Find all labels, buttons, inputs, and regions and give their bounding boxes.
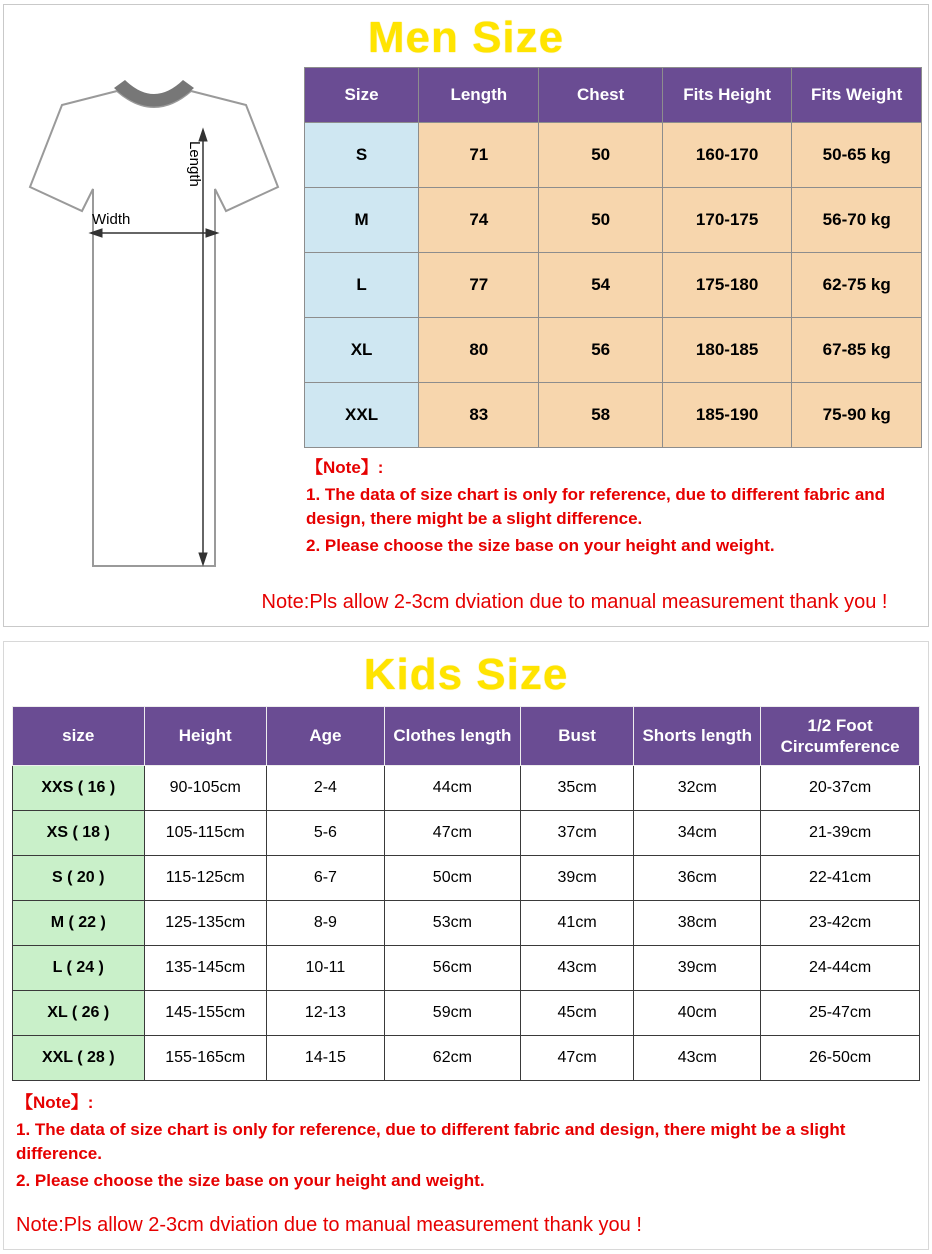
table-cell: 41cm bbox=[520, 901, 633, 946]
table-header-cell: Length bbox=[419, 68, 539, 123]
table-cell: 59cm bbox=[384, 991, 520, 1036]
table-cell: 38cm bbox=[634, 901, 761, 946]
table-cell: 180-185 bbox=[662, 318, 792, 383]
note-heading: 【Note】: bbox=[306, 458, 384, 477]
tshirt-drawing bbox=[4, 71, 304, 576]
table-cell: 77 bbox=[419, 253, 539, 318]
table-header-cell: Fits Height bbox=[662, 68, 792, 123]
table-cell: 185-190 bbox=[662, 383, 792, 448]
table-cell: 25-47cm bbox=[761, 991, 920, 1036]
men-note-block bbox=[304, 448, 922, 565]
table-cell: XS ( 18 ) bbox=[13, 811, 145, 856]
table-cell: 135-145cm bbox=[144, 946, 266, 991]
table-cell: 75-90 kg bbox=[792, 383, 922, 448]
tshirt-diagram bbox=[4, 67, 304, 581]
table-cell: 43cm bbox=[520, 946, 633, 991]
table-cell: 50 bbox=[539, 188, 662, 253]
table-cell: 47cm bbox=[384, 811, 520, 856]
table-row bbox=[305, 318, 922, 383]
table-cell: 105-115cm bbox=[144, 811, 266, 856]
men-size-table bbox=[304, 67, 922, 448]
table-cell: 26-50cm bbox=[761, 1036, 920, 1081]
table-cell: 170-175 bbox=[662, 188, 792, 253]
table-cell: 39cm bbox=[634, 946, 761, 991]
table-cell: 36cm bbox=[634, 856, 761, 901]
table-header-cell: Clothes length bbox=[384, 707, 520, 766]
table-header-cell: Size bbox=[305, 68, 419, 123]
table-cell: 47cm bbox=[520, 1036, 633, 1081]
table-cell: L ( 24 ) bbox=[13, 946, 145, 991]
table-cell: 74 bbox=[419, 188, 539, 253]
table-cell: 145-155cm bbox=[144, 991, 266, 1036]
table-cell: 155-165cm bbox=[144, 1036, 266, 1081]
table-row bbox=[305, 383, 922, 448]
table-cell: S ( 20 ) bbox=[13, 856, 145, 901]
table-row bbox=[305, 188, 922, 253]
table-cell: 22-41cm bbox=[761, 856, 920, 901]
table-cell: XXS ( 16 ) bbox=[13, 766, 145, 811]
table-cell: 32cm bbox=[634, 766, 761, 811]
table-cell: 43cm bbox=[634, 1036, 761, 1081]
table-header-cell: Height bbox=[144, 707, 266, 766]
table-cell: 56 bbox=[539, 318, 662, 383]
table-cell: 56-70 kg bbox=[792, 188, 922, 253]
kids-size-title: Kids Size bbox=[363, 650, 569, 699]
note-line: 1. The data of size chart is only for reference, due to different fabric and design, there might be a slight difference. bbox=[306, 484, 886, 529]
table-header-cell: Shorts length bbox=[634, 707, 761, 766]
table-header-cell: 1/2 Foot Circumference bbox=[761, 707, 920, 766]
table-header-cell: Chest bbox=[539, 68, 662, 123]
table-cell: XXL bbox=[305, 383, 419, 448]
table-cell: 175-180 bbox=[662, 253, 792, 318]
table-cell: L bbox=[305, 253, 419, 318]
kids-size-table bbox=[12, 706, 920, 1081]
table-cell: 50-65 kg bbox=[792, 123, 922, 188]
table-header-row bbox=[305, 68, 922, 123]
table-row bbox=[13, 1036, 920, 1081]
men-deviation-note: Note:Pls allow 2-3cm dviation due to manual measurement thank you ! bbox=[261, 591, 888, 613]
table-cell: 23-42cm bbox=[761, 901, 920, 946]
men-content-row bbox=[4, 67, 928, 581]
note-line: 2. Please choose the size base on your height and weight. bbox=[16, 1170, 485, 1190]
table-cell: 20-37cm bbox=[761, 766, 920, 811]
men-size-section bbox=[3, 4, 929, 627]
table-cell: 39cm bbox=[520, 856, 633, 901]
table-cell: 58 bbox=[539, 383, 662, 448]
table-cell: 14-15 bbox=[266, 1036, 384, 1081]
table-cell: 6-7 bbox=[266, 856, 384, 901]
table-cell: 21-39cm bbox=[761, 811, 920, 856]
table-cell: 45cm bbox=[520, 991, 633, 1036]
kids-size-section bbox=[3, 641, 929, 1250]
table-cell: 35cm bbox=[520, 766, 633, 811]
table-row bbox=[13, 991, 920, 1036]
table-row bbox=[13, 766, 920, 811]
table-cell: 115-125cm bbox=[144, 856, 266, 901]
table-row bbox=[305, 123, 922, 188]
table-cell: 80 bbox=[419, 318, 539, 383]
table-header-row bbox=[13, 707, 920, 766]
table-header-cell: Bust bbox=[520, 707, 633, 766]
table-cell: XL ( 26 ) bbox=[13, 991, 145, 1036]
table-cell: 44cm bbox=[384, 766, 520, 811]
table-cell: 8-9 bbox=[266, 901, 384, 946]
tshirt-outline bbox=[30, 91, 278, 566]
table-cell: 56cm bbox=[384, 946, 520, 991]
table-cell: 54 bbox=[539, 253, 662, 318]
table-row bbox=[13, 811, 920, 856]
table-cell: 71 bbox=[419, 123, 539, 188]
table-cell: 90-105cm bbox=[144, 766, 266, 811]
length-label: Length bbox=[186, 141, 203, 187]
table-row bbox=[305, 253, 922, 318]
table-cell: 67-85 kg bbox=[792, 318, 922, 383]
table-cell: 62cm bbox=[384, 1036, 520, 1081]
table-header-cell: Age bbox=[266, 707, 384, 766]
men-table-column bbox=[304, 67, 928, 565]
table-cell: 24-44cm bbox=[761, 946, 920, 991]
table-cell: S bbox=[305, 123, 419, 188]
table-cell: 2-4 bbox=[266, 766, 384, 811]
table-cell: 160-170 bbox=[662, 123, 792, 188]
note-line: 2. Please choose the size base on your height and weight. bbox=[306, 535, 775, 555]
table-row bbox=[13, 946, 920, 991]
kids-deviation-note: Note:Pls allow 2-3cm dviation due to manual measurement thank you ! bbox=[16, 1213, 642, 1236]
table-header-cell: Fits Weight bbox=[792, 68, 922, 123]
table-cell: 5-6 bbox=[266, 811, 384, 856]
table-cell: 12-13 bbox=[266, 991, 384, 1036]
table-cell: 53cm bbox=[384, 901, 520, 946]
table-cell: M ( 22 ) bbox=[13, 901, 145, 946]
table-cell: 10-11 bbox=[266, 946, 384, 991]
width-label: Width bbox=[92, 211, 131, 228]
table-cell: 37cm bbox=[520, 811, 633, 856]
note-heading: 【Note】: bbox=[16, 1093, 94, 1112]
table-header-cell: size bbox=[13, 707, 145, 766]
table-cell: 125-135cm bbox=[144, 901, 266, 946]
kids-note-block bbox=[4, 1081, 928, 1198]
table-cell: M bbox=[305, 188, 419, 253]
table-cell: XXL ( 28 ) bbox=[13, 1036, 145, 1081]
table-cell: 50cm bbox=[384, 856, 520, 901]
table-cell: XL bbox=[305, 318, 419, 383]
table-row bbox=[13, 901, 920, 946]
men-size-title: Men Size bbox=[367, 13, 565, 62]
note-line: 1. The data of size chart is only for reference, due to different fabric and design, there might be a slight difference. bbox=[16, 1119, 846, 1164]
table-cell: 34cm bbox=[634, 811, 761, 856]
table-cell: 40cm bbox=[634, 991, 761, 1036]
table-cell: 62-75 kg bbox=[792, 253, 922, 318]
table-row bbox=[13, 856, 920, 901]
table-cell: 83 bbox=[419, 383, 539, 448]
table-cell: 50 bbox=[539, 123, 662, 188]
